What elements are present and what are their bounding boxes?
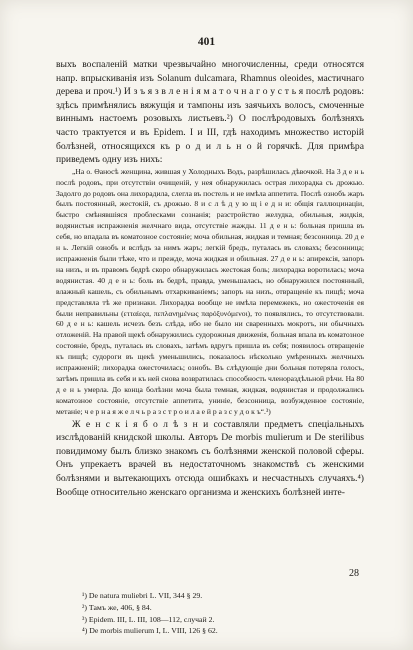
footnote: ³) Epidem. III, L. III, 108—112, случай 2.	[82, 614, 215, 624]
page-number: 401	[197, 36, 216, 48]
paragraph-womens-diseases: Ж е н с к і я б о л ѣ з н и составляли предметъ спеціальныхъ изслѣдованій книдской школы. Авторъ De morbis mulierum и De sterilibus повидимому былъ близко знакомъ съ болѣзнями женской половой сферы. Онъ упрекаетъ врачей въ недостаточномъ знакомствѣ съ женскими болѣзнями и вытекающихъ отсюда ошибкахъ и несчастныхъ случаяхъ.⁴) Вообще относительно женскаго организма и женскихъ болѣзней инте-	[56, 418, 364, 498]
footnote: ¹) De natura muliebri L. VII, 344 § 29.	[82, 591, 203, 600]
case-history-quote: „На о. Ѳаносѣ женщина, жившая у Холодныхъ Водъ, разрѣшилась дѣвочкой. На 3 д е н ь послѣ родовъ, при отсутствіи очищеній, у нея обнаружилась острая лихорадка съ дрожью. Задолго до родовъ она лихорадила, слегла въ постель и не имѣла аппетита. Послѣ ознобъ жаръ былъ постоянный, жестокій, съ дрожью. 8 и с л ѣ д у ю щ і е д н и: общія галлюцинаціи, быстро смѣнявшіяся проблесками сознанія; разстройство желудка, обильныя, жидкія, водянистыя испражненія желчнаго вида, отсутствіе жажды. 11 д е н ь: больная пришла въ себя, но впадала въ коматозное состояніе; моча обильная, жидкая и темная; безсонница. 20 д е н ь. Легкій ознобъ и вслѣдъ за нимъ жаръ; легкій бредъ, путалась въ словахъ; безсонница; испражненія были тѣже, что и прежде, моча жидкая и обильная. 27 д е н ь: апирексія, запоръ на низъ, и въ правомъ бедрѣ скоро обнаружилась жестокая боль; лихорадка воротилась; моча водянистая. 40 д е н ь: боль въ бедрѣ, правда, уменьшалась, но обнаружился постоянный, влажный кашель, съ обильнымъ отхаркиваніемъ; запоръ на низъ, отвращеніе къ пищѣ; моча представляла тѣ же признаки. Лихорадка вообще не имѣла перемежекъ, но ожесточенія ея были неправильны (ετταίεςα, πεπλανημένως παρόξυνόμενοι), то появлялись, то отсутствовали. 60 д е н ь: кашель исчезъ безъ слѣда, ибо не было ни сваренныхъ мокротъ, ни обычныхъ отложеній. На правой щекѣ обнаружились судорожныя движенія, больная впала въ коматозное состояніе, бредъ, путалась въ словахъ, затѣмъ вдругъ пришла въ себя; появилось отвращеніе къ пищѣ; судороги въ щекѣ уменьшились, показалось нѣсколько умѣренныхъ желчныхъ испражненій; лихорадка ожесточилась; ознобъ. Въ слѣдующіе дни больная потеряла голосъ, затѣмъ пришла въ себя и къ ней снова возвратилась способность членораздѣльной рѣчи. На 80 д е н ь умерла. До конца болѣзни моча была темная, жидкая, водянистая и продолжались коматозное состояніе, отсутствіе аппетита, униніе, безсонница, возбужденное состояніе, метаніе; ч е р н а я ж е л ч ь р а з с т р о и л а е й р а з с у д о к ъ“.³)	[56, 166, 364, 416]
footnotes	[82, 590, 352, 637]
page-body	[56, 58, 364, 499]
footnote: ²) Тамъ же, 406, § 84.	[82, 602, 152, 612]
footnote: ⁴) De morbis mulierum I, L. VIII, 126 § 62.	[82, 626, 218, 636]
paragraph-postpartum: выхъ воспаленій матки чрезвычайно многочисленны, среди относятся напр. впрыскиванія изъ Solanum dulcamara, Rhamnus oleoides, мастичнаго дерева и проч.¹) И з ъ я з в л е н і я м а т о ч н а г о у с т ь я послѣ родовъ: здѣсь примѣнялись вяжущія и тампоны изъ заячьихъ волосъ, смоченные виннымъ настоемъ розовыхъ листьевъ.²) О послѣродовыхъ болѣзняхъ часто трактуется и въ Epidem. I и III, гдѣ находимъ множество исторій болѣзней, относящихся къ р о д и л ь н о й горячкѣ. Для примѣра приведемъ одну изъ нихъ:	[56, 59, 364, 166]
signature-mark: 28	[349, 568, 359, 579]
